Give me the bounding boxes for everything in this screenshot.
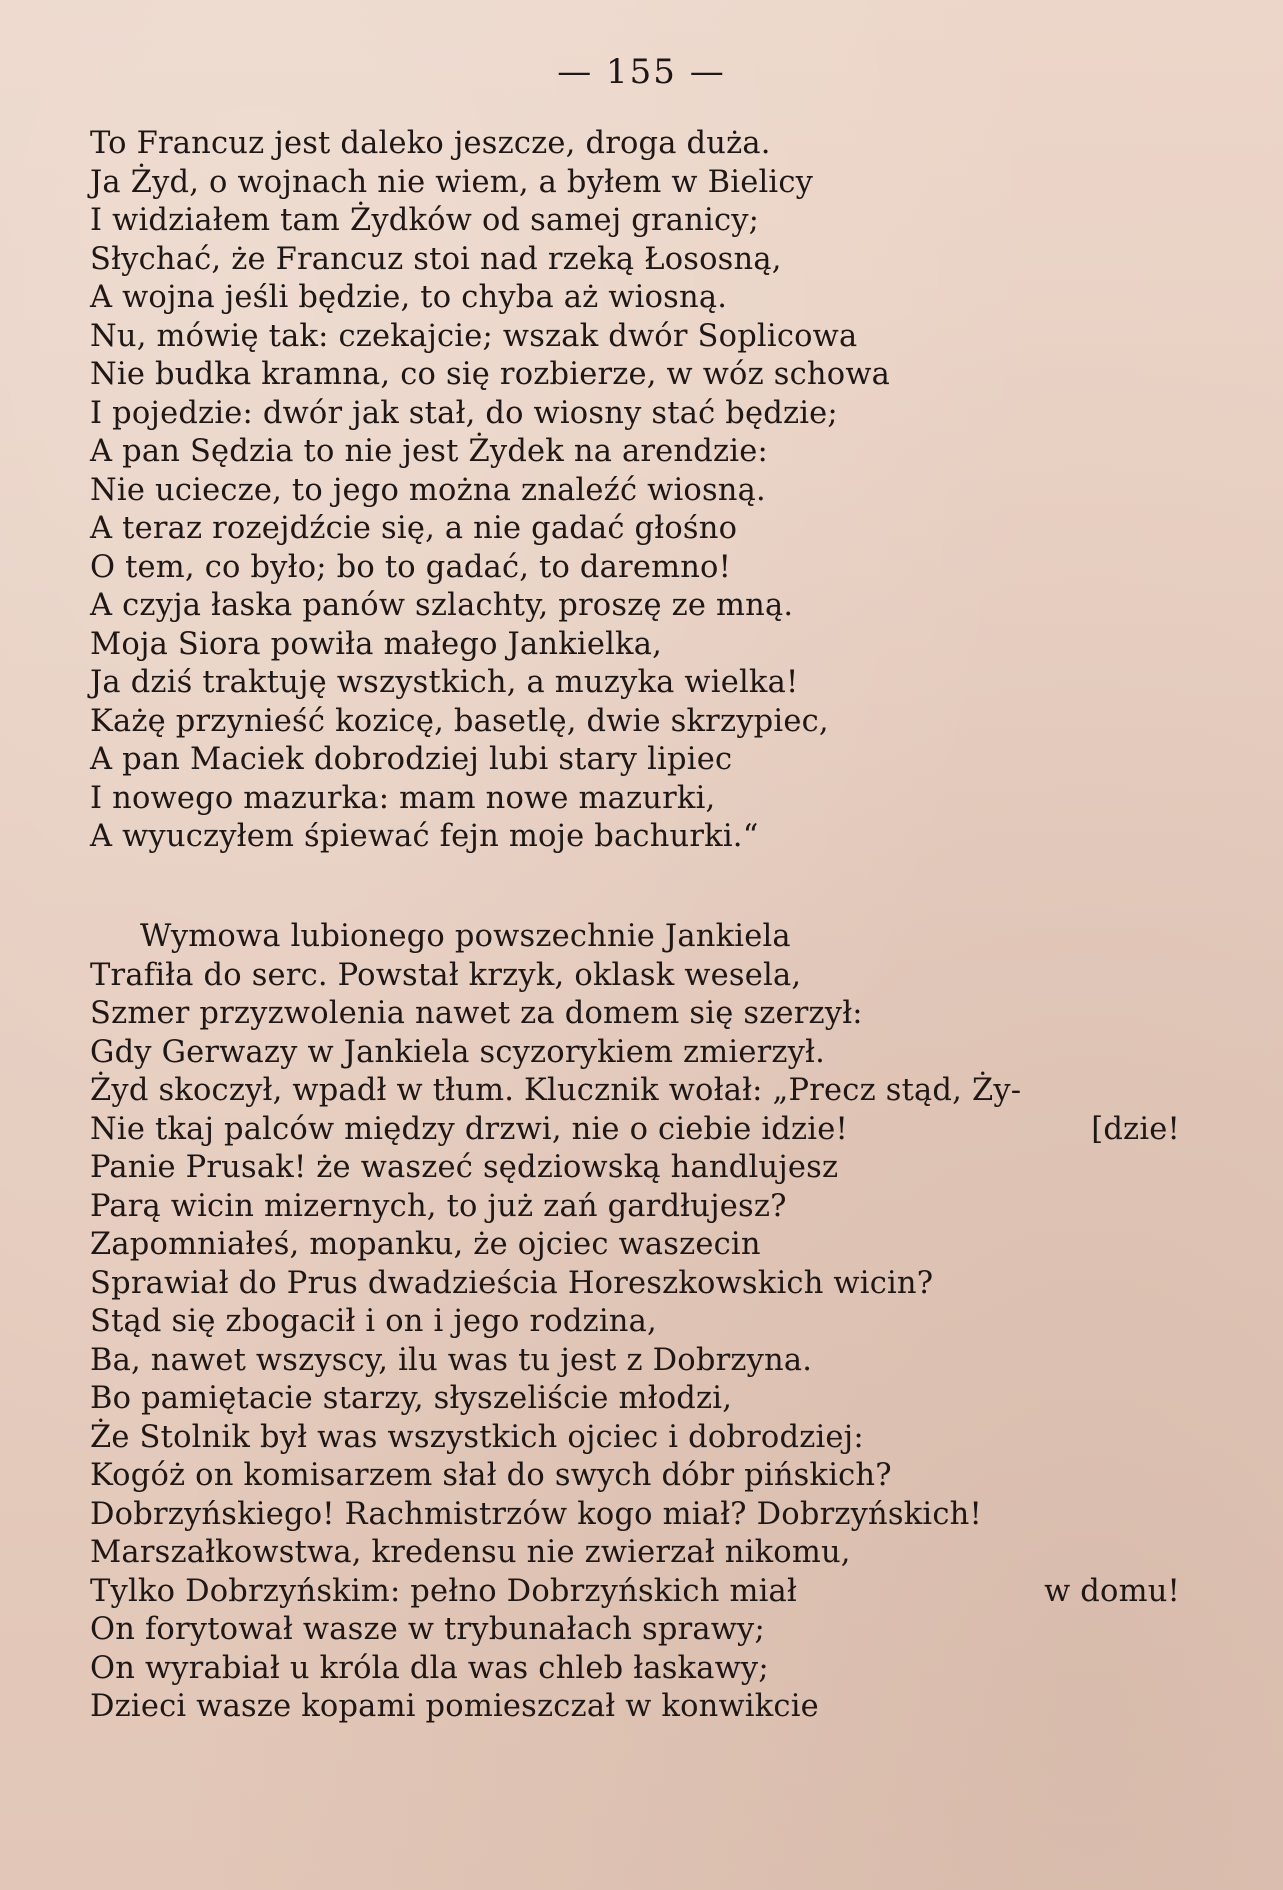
verse-line: A wyuczyłem śpiewać fejn moje bachurki.“ — [90, 819, 759, 854]
verse-line: Dobrzyńskiego! Rachmistrzów kogo miał? Dobrzyńskich! — [90, 1496, 982, 1532]
verse-line: Gdy Gerwazy w Jankiela scyzorykiem zmierzył. — [90, 1034, 826, 1070]
verse-line: Ba, nawet wszyscy, ilu was tu jest z Dobrzyna. — [90, 1342, 813, 1378]
verse-line: Stąd się zbogacił i on i jego rodzina, — [90, 1304, 657, 1339]
verse-line: Zapomniałeś, mopanku, że ojciec waszecin — [90, 1227, 761, 1262]
verse-line: A pan Sędzia to nie jest Żydek na arendzie: — [90, 434, 768, 469]
verse-line: A teraz rozejdźcie się, a nie gadać głośno — [90, 511, 738, 546]
page-number: — 155 — — [557, 52, 726, 92]
verse-line: Bo pamiętacie starzy, słyszeliście młodzi, — [90, 1381, 733, 1416]
verse-line: Nie uciecze, to jego można znaleźć wiosną. — [90, 472, 766, 508]
stanza-gerwazy-speech — [90, 918, 1210, 1727]
verse-line: Panie Prusak! że waszeć sędziowską handlujesz — [90, 1150, 839, 1185]
verse-line: Że Stolnik był was wszystkich ojciec i dobrodziej: — [90, 1419, 864, 1455]
verse-line: Żyd skoczył, wpadł w tłum. Klucznik wołał: „Precz stąd, Ży- — [90, 1073, 1022, 1108]
verse-line: Ja dziś traktuję wszystkich, a muzyka wielka! — [90, 665, 799, 700]
verse-line: On forytował wasze w trybunałach sprawy; — [90, 1612, 765, 1647]
verse-line-end: w domu! — [1044, 1573, 1180, 1609]
verse-line: A pan Maciek dobrodziej lubi stary lipiec — [90, 742, 733, 777]
verse-line: Nu, mówię tak: czekajcie; wszak dwór Soplicowa — [90, 318, 858, 354]
verse-line: I nowego mazurka: mam nowe mazurki, — [90, 780, 716, 816]
stanza-jankiel-speech — [90, 125, 1210, 857]
verse-line: I widziałem tam Żydków od samej granicy; — [90, 203, 760, 238]
verse-line: A wojna jeśli będzie, to chyba aż wiosną. — [90, 280, 728, 315]
verse-line: I pojedzie: dwór jak stał, do wiosny stać będzie; — [90, 395, 838, 431]
verse-line-carryover: [dzie! — [1091, 1111, 1180, 1147]
verse-line: Kogóż on komisarzem słał do swych dóbr pińskich? — [90, 1458, 892, 1493]
verse-line: Wymowa lubionego powszechnie Jankiela — [140, 919, 791, 954]
verse-line: Słychać, że Francuz stoi nad rzeką Łososną, — [90, 241, 782, 277]
verse-line: Trafiła do serc. Powstał krzyk, oklask wesela, — [90, 957, 802, 993]
verse-line — [90, 1111, 1180, 1150]
verse-line: Ja Żyd, o wojnach nie wiem, a byłem w Bielicy — [90, 164, 814, 200]
verse-line: Dzieci wasze kopami pomieszczał w konwikcie — [90, 1689, 819, 1724]
verse-line: Sprawiał do Prus dwadzieścia Horeszkowskich wicin? — [90, 1265, 934, 1301]
verse-line — [90, 1573, 1180, 1612]
verse-line: Każę przynieść kozicę, basetlę, dwie skrzypiec, — [90, 703, 829, 739]
verse-line: Szmer przyzwolenia nawet za domem się szerzył: — [90, 996, 863, 1031]
verse-line: On wyrabiał u króla dla was chleb łaskawy; — [90, 1650, 769, 1686]
verse-line: Marszałkowstwa, kredensu nie zwierzał nikomu, — [90, 1535, 851, 1570]
verse-line: To Francuz jest daleko jeszcze, droga duża. — [90, 126, 771, 161]
verse-line-text: Nie tkaj palców między drzwi, nie o ciebie idzie! — [90, 1111, 848, 1147]
verse-line: Nie budka kramna, co się rozbierze, w wóz schowa — [90, 357, 891, 392]
verse-line: Parą wicin mizernych, to już zań gardłujesz? — [90, 1188, 787, 1224]
verse-line: Moja Siora powiła małego Jankielka, — [90, 626, 662, 662]
verse-line: A czyja łaska panów szlachty, proszę ze mną. — [90, 588, 794, 623]
verse-line-text: Tylko Dobrzyńskim: pełno Dobrzyńskich miał — [90, 1573, 797, 1609]
verse-line: O tem, co było; bo to gadać, to daremno! — [90, 549, 732, 585]
